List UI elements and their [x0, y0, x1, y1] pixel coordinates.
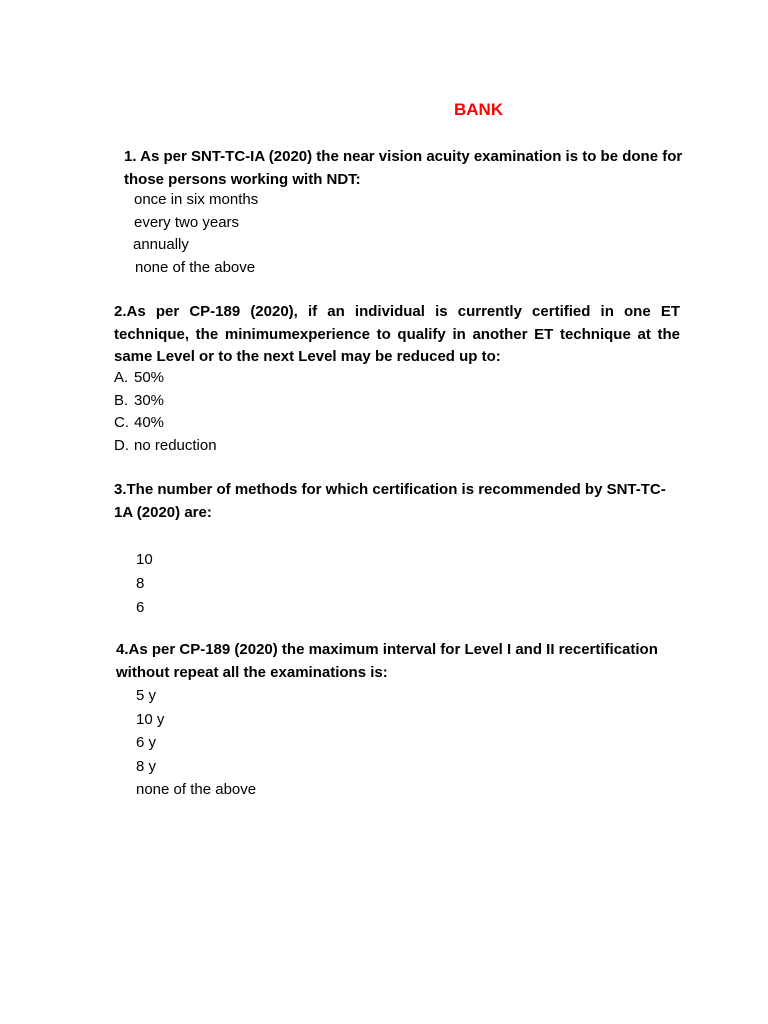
option-letter: D. — [114, 436, 129, 454]
question-number: 3. — [114, 481, 127, 498]
option — [114, 435, 217, 458]
option: none of the above — [136, 781, 257, 798]
option: 8 y — [136, 757, 157, 775]
option-letter: C. — [114, 414, 129, 431]
option — [114, 390, 217, 413]
question-text: The number of methods for which certification is recommended by SNT-TC-1A (2020) are: — [114, 481, 666, 521]
option: 6 — [136, 599, 145, 616]
question-3 — [114, 479, 680, 524]
option: annually — [133, 236, 189, 253]
option: 8 — [136, 575, 145, 592]
option-text: no reduction — [134, 436, 217, 454]
option-letter: A. — [114, 369, 129, 386]
option — [114, 412, 217, 435]
option: 10 y — [136, 710, 165, 728]
question-text: As per SNT-TC-IA (2020) the near vision acuity examination is to be done for those persons working with NDT: — [124, 148, 683, 188]
question-2-options — [114, 367, 217, 457]
option-text: 50% — [134, 369, 165, 386]
question-2 — [114, 301, 680, 369]
question-text: As per CP-189 (2020), if an individual is currently certified in one ET technique, the minimumexperience to qualify in another ET technique at the same Level or to the next Level may be reduced up to: — [114, 303, 680, 365]
option: every two years — [134, 213, 240, 231]
option: once in six months — [134, 191, 259, 208]
question-4-options — [136, 684, 256, 802]
option — [114, 367, 217, 390]
question-number: 1. — [124, 148, 137, 165]
question-4 — [116, 639, 682, 684]
page-title: BANK — [454, 100, 504, 119]
question-3-options — [136, 548, 153, 620]
question-text: As per CP-189 (2020) the maximum interval for Level I and II recertification without repeat all the examinations is: — [116, 641, 658, 681]
option-text: 30% — [134, 391, 165, 409]
option-text: 40% — [134, 414, 165, 431]
question-number: 4. — [116, 641, 129, 658]
question-1 — [124, 146, 684, 191]
option: 5 y — [136, 687, 157, 704]
option: 10 — [136, 551, 153, 568]
option-letter: B. — [114, 391, 129, 409]
option: 6 y — [136, 734, 157, 751]
question-1-options — [134, 189, 258, 279]
question-number: 2. — [114, 303, 127, 320]
option: none of the above — [135, 258, 256, 276]
